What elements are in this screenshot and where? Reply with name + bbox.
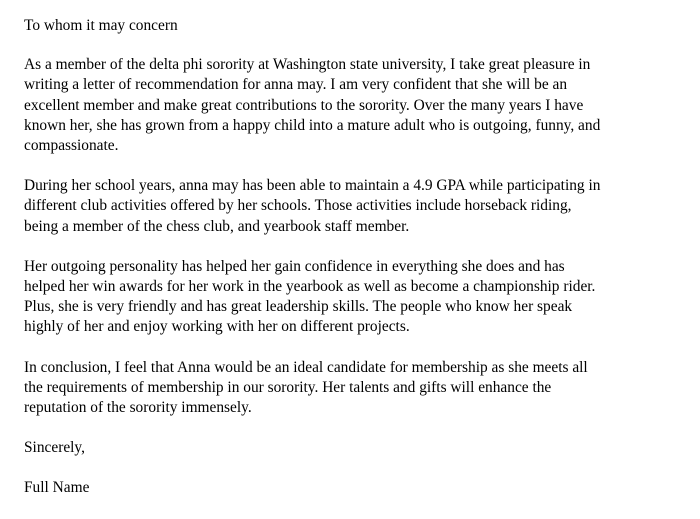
text-line: Her outgoing personality has helped her gain confidence in everything she does and has [24, 257, 565, 275]
letter-body [24, 16, 684, 499]
text-line: excellent member and make great contributions to the sorority. Over the many years I have [24, 96, 584, 114]
text-line: compassionate. [24, 137, 119, 155]
text-line: being a member of the chess club, and yearbook staff member. [24, 217, 410, 235]
text-line: As a member of the delta phi sorority at Washington state university, I take great pleasure in [24, 56, 591, 74]
paragraph-school [24, 176, 684, 237]
letter-signature: Full Name [24, 479, 90, 497]
text-line: different club activities offered by her schools. Those activities include horseback riding, [24, 197, 572, 215]
text-line: writing a letter of recommendation for anna may. I am very confident that she will be an [24, 76, 568, 94]
paragraph-conclusion [24, 358, 684, 419]
letter-closing: Sincerely, [24, 439, 85, 457]
text-line: the requirements of membership in our sorority. Her talents and gifts will enhance the [24, 378, 552, 396]
text-line: helped her win awards for her work in the yearbook as well as become a championship rider. [24, 278, 596, 296]
text-line: Plus, she is very friendly and has great leadership skills. The people who know her speak [24, 298, 573, 316]
text-line: During her school years, anna may has been able to maintain a 4.9 GPA while participating in [24, 177, 601, 195]
text-line: In conclusion, I feel that Anna would be an ideal candidate for membership as she meets all [24, 358, 588, 376]
text-line: known her, she has grown from a happy child into a mature adult who is outgoing, funny, and [24, 116, 601, 134]
letter-greeting: To whom it may concern [24, 17, 178, 34]
text-line: highly of her and enjoy working with her on different projects. [24, 318, 410, 336]
paragraph-personality [24, 257, 684, 338]
paragraph-intro [24, 55, 684, 156]
text-line: reputation of the sorority immensely. [24, 399, 252, 417]
